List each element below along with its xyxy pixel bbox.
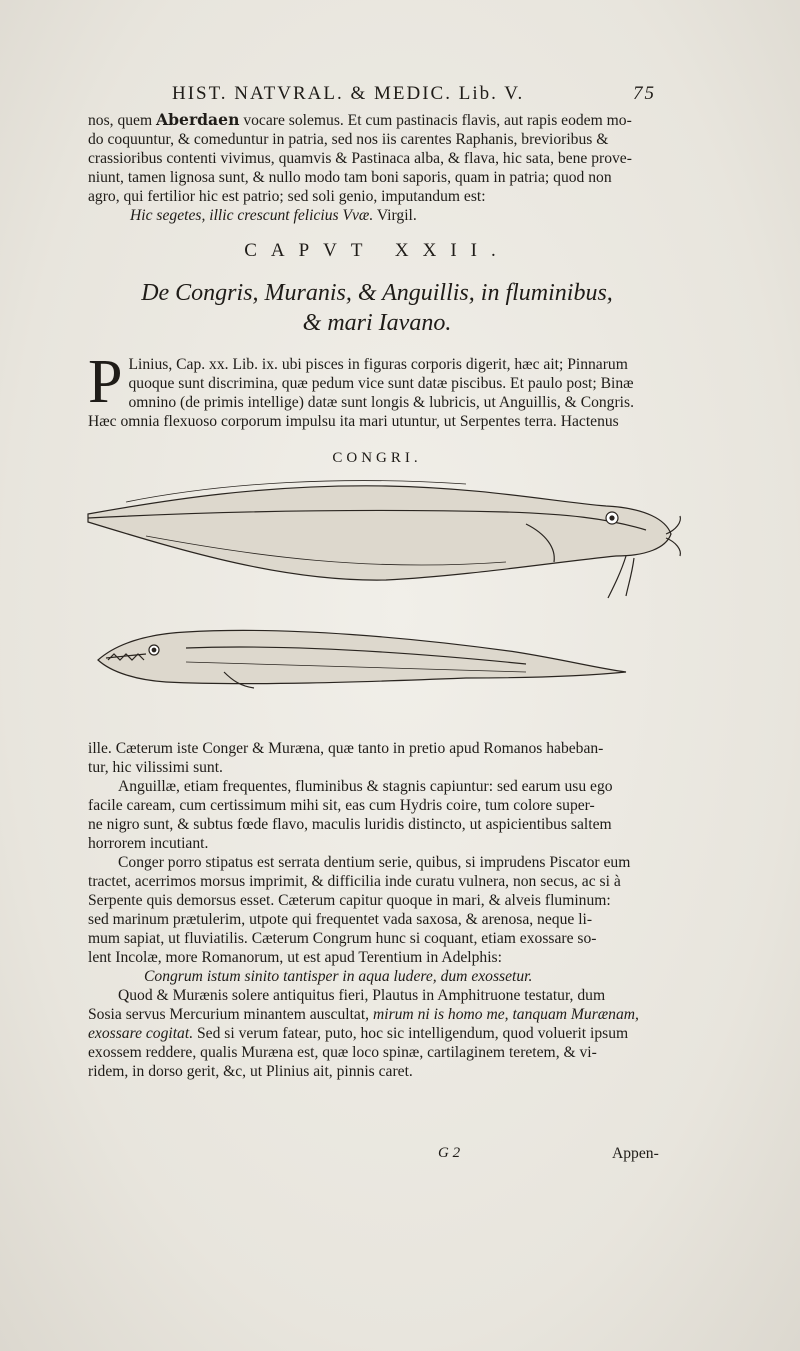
- congri-illustration: [86, 472, 686, 702]
- text-line: agro, qui fertilior hic est patrio; sed soli genio, imputandum est:: [88, 188, 486, 205]
- text-line: sed marinum prætulerim, utpote qui frequentet vada saxosa, & arenosa, neque li-: [88, 911, 593, 928]
- text-line: mum sapiat, ut fluviatilis. Cæterum Congrum hunc si coquant, etiam exossare so-: [88, 930, 597, 947]
- text-line: ille. Cæterum iste Conger & Muræna, quæ tanto in pretio apud Romanos habeban-: [88, 740, 604, 757]
- upper-conger-figure: [88, 481, 680, 598]
- drop-cap: P: [88, 348, 123, 416]
- lower-conger-figure: [98, 630, 626, 688]
- text-line: ridem, in dorso gerit, &c, ut Plinius ait, pinnis caret.: [88, 1063, 413, 1080]
- subtitle-line: De Congris, Muranis, & Anguillis, in fluminibus,: [141, 280, 613, 306]
- figure-caption: CONGRI.: [332, 450, 422, 466]
- text-line: crassioribus contenti vivimus, quamvis & Pastinaca alba, & flava, hic sata, bene prove-: [88, 150, 632, 167]
- text-line: niunt, tamen lignosa sunt, & nullo modo tam boni saporis, quam in patria; quod non: [88, 169, 612, 186]
- text-line: tractet, acerrimos morsus imprimit, & difficilia inde curatu vulnera, non secus, ac si à: [88, 873, 621, 890]
- text-line: vocare solemus. Et cum pastinacis flavis, aut rapis eodem mo-: [239, 112, 632, 129]
- top-paragraph: [88, 110, 666, 225]
- subtitle-line: & mari Iavano.: [302, 310, 452, 336]
- running-header: [172, 83, 672, 109]
- text-line: Conger porro stipatus est serrata dentium serie, quibus, si imprudens Piscator eum: [118, 854, 631, 871]
- plautus-quote: mirum ni is homo me, tanquam Murænam,: [372, 1006, 639, 1023]
- text-line: Sed si verum fatear, puto, hoc sic intelligendum, quod voluerit ipsum: [193, 1025, 629, 1042]
- text-line: ne nigro sunt, & subtus fœde flavo, maculis luridis distincto, ut aspicientibus saltem: [88, 816, 612, 833]
- blackletter-word: Aberdaen: [156, 110, 240, 129]
- text-line: lent Incolæ, more Romanorum, ut est apud Terentium in Adelphis:: [88, 949, 502, 966]
- plautus-quote: exossare cogitat.: [88, 1025, 194, 1042]
- chapter-heading: CAPVT XXII.: [244, 240, 510, 261]
- text-line: facile caream, cum certissimum mihi sit, eas cum Hydris coire, tum colore super-: [88, 797, 595, 814]
- text-line: do coquuntur, & comeduntur in patria, sed nos iis carentes Raphanis, brevioribus &: [88, 131, 609, 148]
- running-head: HIST. NATVRAL. & MEDIC. Lib. V.: [172, 83, 525, 104]
- text-line: Linius, Cap. xx. Lib. ix. ubi pisces in figuras corporis digerit, hæc ait; Pinnarum: [128, 356, 628, 373]
- text-line: Sosia servus Mercurium minantem auscultat,: [88, 1006, 373, 1023]
- quote-text: Hic segetes, illic crescunt felicius Vvæ.: [130, 207, 374, 224]
- text-line: Hæc omnia flexuoso corporum impulsu ita mari utuntur, ut Serpentes terra. Hactenus: [88, 413, 619, 430]
- text-line: tur, hic vilissimi sunt.: [88, 759, 223, 776]
- body-text: [88, 739, 666, 1081]
- text-line: nos, quem: [88, 112, 157, 129]
- text-line: quoque sunt discrimina, quæ pedum vice sunt datæ piscibus. Et paulo post; Binæ: [128, 375, 634, 392]
- text-line: Anguillæ, etiam frequentes, fluminibus & stagnis capiuntur: sed earum usu ego: [118, 778, 613, 795]
- text-line: Quod & Murænis solere antiquitus fieri, Plautus in Amphitruone testatur, dum: [118, 987, 606, 1004]
- text-line: horrorem incutiant.: [88, 835, 209, 852]
- quote-source: Virgil.: [373, 207, 417, 224]
- verse-quote: [88, 206, 666, 225]
- text-line: omnino (de primis intellige) datæ sunt longis & lubricis, ut Anguillis, & Congris.: [128, 394, 634, 411]
- text-line: Serpente quis demorsus esset. Cæterum capitur quoque in mari, & alveis fluminum:: [88, 892, 611, 909]
- text-line: exossem reddere, qualis Muræna est, quæ loco spinæ, cartilaginem teretem, & vi-: [88, 1044, 597, 1061]
- terence-quote: Congrum istum sinito tantisper in aqua ludere, dum exossetur.: [144, 968, 533, 985]
- intro-paragraph: [88, 348, 666, 431]
- catchword: Appen-: [612, 1145, 659, 1162]
- signature-mark: G 2: [438, 1145, 461, 1161]
- page-number: 75: [633, 83, 656, 104]
- chapter-subtitle: [88, 278, 666, 338]
